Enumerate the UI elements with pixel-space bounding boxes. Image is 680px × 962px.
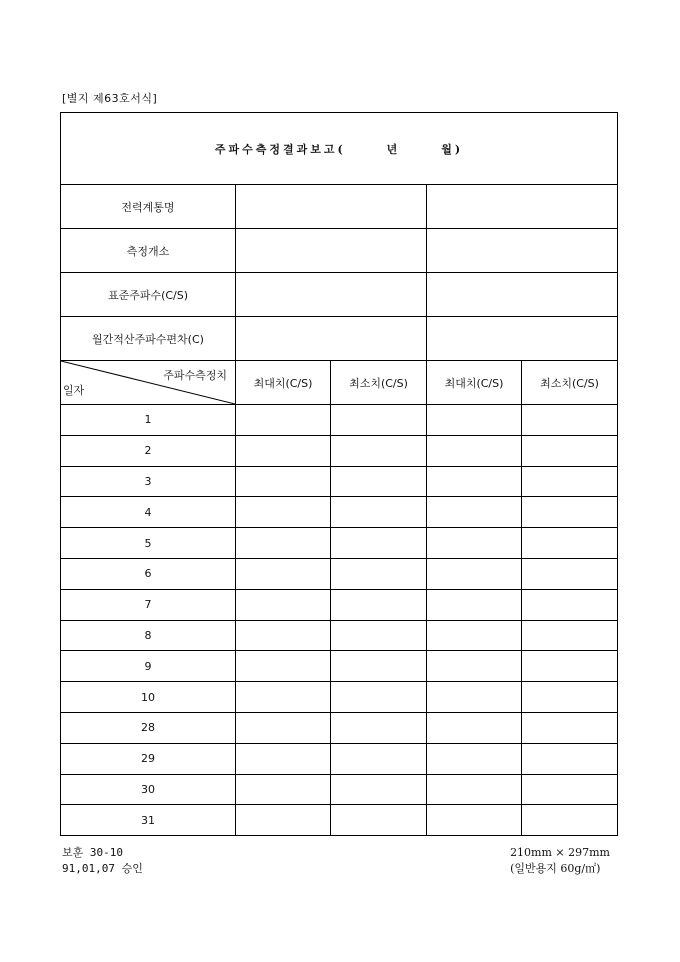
measurement-cell[interactable] xyxy=(236,682,331,713)
measurement-cell[interactable] xyxy=(236,558,331,589)
frequency-report-table xyxy=(60,112,618,836)
measurement-cell[interactable] xyxy=(427,682,522,713)
table-row xyxy=(61,435,618,466)
footer-left xyxy=(62,845,143,877)
table-row xyxy=(61,528,618,559)
day-label: 28 xyxy=(61,712,236,743)
diagonal-top-label: 주파수측정치 xyxy=(163,369,227,382)
day-label: 4 xyxy=(61,497,236,528)
measurement-cell[interactable] xyxy=(522,589,618,620)
measurement-cell[interactable] xyxy=(331,620,427,651)
table-row xyxy=(61,497,618,528)
column-header-row xyxy=(61,361,618,405)
measurement-cell[interactable] xyxy=(236,774,331,805)
measurement-cell[interactable] xyxy=(522,620,618,651)
measurement-cell[interactable] xyxy=(236,651,331,682)
info-value-cell[interactable] xyxy=(427,317,618,361)
info-label: 전력계통명 xyxy=(61,185,236,229)
day-rows xyxy=(61,405,618,836)
measurement-cell[interactable] xyxy=(427,743,522,774)
title-year-unit: 년 xyxy=(386,142,401,156)
day-label: 7 xyxy=(61,589,236,620)
measurement-cell[interactable] xyxy=(522,774,618,805)
table-row xyxy=(61,589,618,620)
column-header: 최소치(C/S) xyxy=(522,361,618,405)
day-label: 5 xyxy=(61,528,236,559)
table-row xyxy=(61,620,618,651)
info-value-cell[interactable] xyxy=(427,273,618,317)
measurement-cell[interactable] xyxy=(331,805,427,836)
table-row xyxy=(61,682,618,713)
measurement-cell[interactable] xyxy=(236,620,331,651)
measurement-cell[interactable] xyxy=(331,466,427,497)
measurement-cell[interactable] xyxy=(331,405,427,436)
measurement-cell[interactable] xyxy=(522,805,618,836)
footer-paper-type: (일반용지 60g/㎡) xyxy=(510,862,601,875)
diagonal-bottom-label: 일자 xyxy=(63,384,85,397)
measurement-cell[interactable] xyxy=(522,712,618,743)
column-header: 최소치(C/S) xyxy=(331,361,427,405)
table-row xyxy=(61,651,618,682)
info-label: 측정개소 xyxy=(61,229,236,273)
measurement-cell[interactable] xyxy=(522,682,618,713)
day-label: 1 xyxy=(61,405,236,436)
measurement-cell[interactable] xyxy=(236,405,331,436)
day-label: 31 xyxy=(61,805,236,836)
day-label: 3 xyxy=(61,466,236,497)
measurement-cell[interactable] xyxy=(522,466,618,497)
measurement-cell[interactable] xyxy=(236,497,331,528)
day-label: 29 xyxy=(61,743,236,774)
info-row-standard-frequency xyxy=(61,273,618,317)
measurement-cell[interactable] xyxy=(522,651,618,682)
measurement-cell[interactable] xyxy=(331,743,427,774)
table-row xyxy=(61,774,618,805)
measurement-cell[interactable] xyxy=(522,528,618,559)
measurement-cell[interactable] xyxy=(427,712,522,743)
info-row-location xyxy=(61,229,618,273)
measurement-cell[interactable] xyxy=(427,651,522,682)
report-title xyxy=(61,113,618,185)
table-row xyxy=(61,558,618,589)
day-label: 30 xyxy=(61,774,236,805)
day-label: 2 xyxy=(61,435,236,466)
measurement-cell[interactable] xyxy=(331,528,427,559)
info-value-cell[interactable] xyxy=(236,229,427,273)
measurement-cell[interactable] xyxy=(331,435,427,466)
info-value-cell[interactable] xyxy=(236,317,427,361)
measurement-cell[interactable] xyxy=(331,774,427,805)
measurement-cell[interactable] xyxy=(427,558,522,589)
measurement-cell[interactable] xyxy=(427,589,522,620)
day-label: 6 xyxy=(61,558,236,589)
form-number-label: [별지 제63호서식] xyxy=(62,92,158,105)
measurement-cell[interactable] xyxy=(522,435,618,466)
measurement-cell[interactable] xyxy=(427,528,522,559)
measurement-cell[interactable] xyxy=(427,466,522,497)
info-label: 표준주파수(C/S) xyxy=(61,273,236,317)
measurement-cell[interactable] xyxy=(236,805,331,836)
table-row xyxy=(61,405,618,436)
measurement-cell[interactable] xyxy=(331,651,427,682)
column-header: 최대치(C/S) xyxy=(427,361,522,405)
title-month-unit: 월) xyxy=(441,142,464,156)
measurement-cell[interactable] xyxy=(522,558,618,589)
measurement-cell[interactable] xyxy=(427,620,522,651)
measurement-cell[interactable] xyxy=(331,712,427,743)
column-header: 최대치(C/S) xyxy=(236,361,331,405)
table-row xyxy=(61,743,618,774)
info-row-monthly-deviation xyxy=(61,317,618,361)
measurement-cell[interactable] xyxy=(522,405,618,436)
measurement-cell[interactable] xyxy=(236,743,331,774)
measurement-cell[interactable] xyxy=(236,466,331,497)
measurement-cell[interactable] xyxy=(331,497,427,528)
day-label: 8 xyxy=(61,620,236,651)
measurement-cell[interactable] xyxy=(427,497,522,528)
info-value-cell[interactable] xyxy=(236,185,427,229)
day-label: 10 xyxy=(61,682,236,713)
info-label: 월간적산주파수편차(C) xyxy=(61,317,236,361)
info-value-cell[interactable] xyxy=(427,185,618,229)
measurement-cell[interactable] xyxy=(236,528,331,559)
measurement-cell[interactable] xyxy=(522,743,618,774)
footer-paper-size: 210mm × 297mm xyxy=(510,846,610,859)
measurement-cell[interactable] xyxy=(331,589,427,620)
measurement-cell[interactable] xyxy=(331,682,427,713)
measurement-cell[interactable] xyxy=(236,435,331,466)
title-main: 주파수측정결과보고( xyxy=(214,142,346,156)
info-value-cell[interactable] xyxy=(236,273,427,317)
measurement-cell[interactable] xyxy=(236,712,331,743)
footer-code: 보훈 30-10 xyxy=(62,846,123,859)
measurement-cell[interactable] xyxy=(522,497,618,528)
footer-approval: 91,01,07 승인 xyxy=(62,862,143,875)
table-row xyxy=(61,805,618,836)
day-label: 9 xyxy=(61,651,236,682)
measurement-cell[interactable] xyxy=(427,435,522,466)
measurement-cell[interactable] xyxy=(427,774,522,805)
measurement-cell[interactable] xyxy=(427,805,522,836)
measurement-cell[interactable] xyxy=(236,589,331,620)
info-row-system-name xyxy=(61,185,618,229)
footer-right xyxy=(510,845,610,877)
measurement-cell[interactable] xyxy=(427,405,522,436)
info-value-cell[interactable] xyxy=(427,229,618,273)
measurement-cell[interactable] xyxy=(331,558,427,589)
table-row xyxy=(61,466,618,497)
table-row xyxy=(61,712,618,743)
diagonal-header-cell xyxy=(61,361,236,405)
